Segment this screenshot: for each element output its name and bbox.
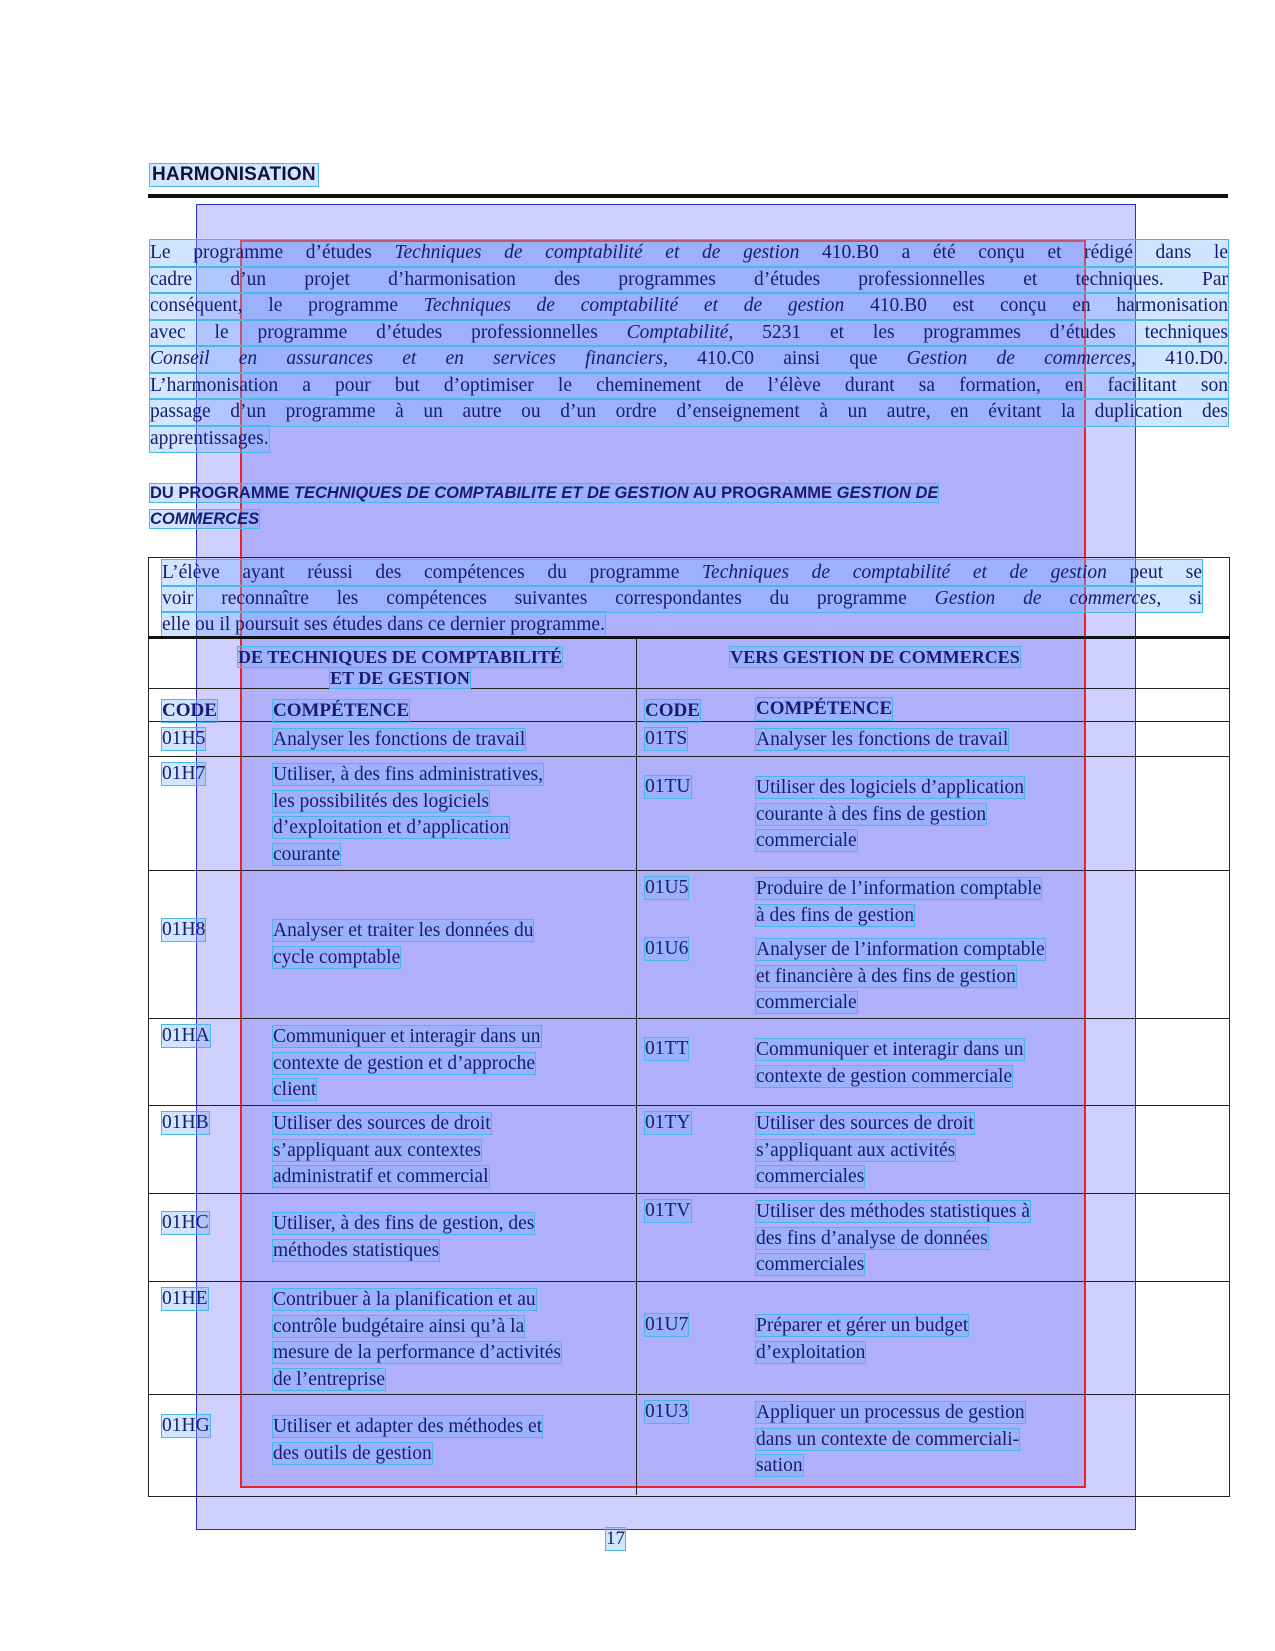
competence-line: courante: [273, 843, 341, 865]
competence-line: Utiliser des sources de droit: [756, 1113, 974, 1134]
competence-line: commerciales: [756, 1254, 865, 1275]
subheading-text: AU PROGRAMME: [688, 484, 837, 502]
row-divider: [148, 1193, 1230, 1194]
competence-line: Utiliser des logiciels d’application: [756, 777, 1025, 798]
competence-line: méthodes statistiques: [273, 1239, 440, 1261]
competence-line: Produire de l’information comptable: [756, 878, 1042, 899]
right-column-header: [700, 647, 1050, 668]
competence-header-right: COMPÉTENCE: [756, 698, 893, 719]
code-header-left: CODE: [162, 700, 217, 721]
competence-line: client: [273, 1079, 317, 1100]
right-competence: [756, 1037, 1024, 1090]
left-header-line: ET DE GESTION: [330, 668, 470, 688]
table-intro-line: L’élève ayant réussi des compétences du programme Techniques de comptabilité et de gestion peut se: [162, 560, 1202, 586]
competence-line: et financière à des fins de gestion: [756, 965, 1016, 987]
competence-line: s’appliquant aux contextes: [273, 1139, 481, 1161]
intro-paragraph: [150, 240, 1228, 452]
row-divider: [148, 1394, 1230, 1395]
intro-line: Conseil en assurances et en services financiers, 410.C0 ainsi que Gestion de commerces, 410.D0.: [150, 346, 1228, 373]
intro-line: cadre d’un projet d’harmonisation des programmes d’études professionnelles et techniques. Par: [150, 267, 1228, 294]
row-divider: [148, 756, 1230, 757]
competence-line: des fins d’analyse de données: [756, 1227, 988, 1249]
competence-line: commerciale: [756, 830, 857, 851]
competence-line: Utiliser, à des fins administratives,: [273, 764, 544, 785]
row-divider: [148, 1105, 1230, 1106]
table-intro-line: voir reconnaître les compétences suivantes correspondantes du programme Gestion de commerces, si: [162, 586, 1202, 612]
right-code: 01TS: [645, 728, 688, 749]
competence-line: à des fins de gestion: [756, 904, 915, 926]
row-divider: [148, 1281, 1230, 1282]
left-competence: [273, 918, 533, 971]
left-code: 01H7: [162, 763, 206, 784]
competence-line: contexte de gestion et d’approche: [273, 1052, 536, 1074]
right-competence: [756, 1400, 1025, 1480]
page-title: HARMONISATION: [152, 164, 316, 185]
competence-line: Communiquer et interagir dans un: [756, 1039, 1024, 1060]
competence-line: courante à des fins de gestion: [756, 803, 987, 825]
competence-line: commerciales: [756, 1166, 865, 1187]
left-code: 01HG: [162, 1415, 210, 1436]
right-competence: [756, 1111, 974, 1191]
right-header-text: VERS GESTION DE COMMERCES: [730, 647, 1020, 667]
competence-line: les possibilités des logiciels: [273, 790, 490, 812]
competence-line: contexte de gestion commerciale: [756, 1065, 1013, 1087]
right-competence: [756, 1199, 1030, 1279]
right-competence: [756, 727, 1008, 754]
left-competence: [273, 1287, 561, 1393]
left-code: 01HA: [162, 1025, 210, 1046]
right-competence: [756, 775, 1024, 855]
right-competence: [756, 1313, 968, 1366]
competence-line: Préparer et gérer un budget: [756, 1315, 969, 1336]
competence-line: mesure de la performance d’activités: [273, 1342, 562, 1363]
column-divider: [636, 639, 637, 1495]
competence-line: dans un contexte de commerciali-: [756, 1428, 1020, 1450]
competence-line: Utiliser et adapter des méthodes et: [273, 1416, 543, 1437]
page-number: 17: [606, 1528, 625, 1549]
competence-line: Analyser et traiter les données du: [273, 920, 534, 941]
competence-line: contrôle budgétaire ainsi qu’à la: [273, 1315, 525, 1337]
competence-line: Analyser les fonctions de travail: [273, 729, 526, 750]
row-divider: [148, 1018, 1230, 1019]
right-code: 01U6: [645, 938, 689, 959]
intro-line: Le programme d’études Techniques de comptabilité et de gestion 410.B0 a été conçu et rédigé dans le: [150, 240, 1228, 267]
subheading-target-program: GESTION DE: [836, 484, 939, 502]
left-code: 01H5: [162, 728, 206, 749]
competence-line: cycle comptable: [273, 946, 401, 968]
competence-line: Analyser de l’information comptable: [756, 939, 1045, 960]
table-top-rule: [148, 636, 1230, 639]
subheading-line1: [150, 484, 938, 502]
left-competence: [273, 1211, 534, 1264]
code-header-right: CODE: [645, 700, 700, 721]
competence-line: Utiliser, à des fins de gestion, des: [273, 1213, 535, 1234]
row-divider: [148, 870, 1230, 871]
left-competence: [273, 1111, 491, 1191]
competence-header-left: COMPÉTENCE: [273, 700, 410, 721]
left-code: 01HC: [162, 1212, 209, 1233]
intro-line: L’harmonisation a pour but d’optimiser le cheminement de l’élève durant sa formation, en facilitant son: [150, 373, 1228, 400]
competence-line: s’appliquant aux activités: [756, 1139, 956, 1161]
left-competence: [273, 762, 543, 868]
competence-line: Contribuer à la planification et au: [273, 1289, 536, 1310]
left-code: 01HE: [162, 1288, 208, 1309]
intro-line: passage d’un programme à un autre ou d’un ordre d’enseignement à un autre, en évitant la duplication des: [150, 399, 1228, 426]
competence-line: de l’entreprise: [273, 1368, 386, 1390]
subheading-text: DU PROGRAMME: [150, 484, 294, 502]
competence-line: Appliquer un processus de gestion: [756, 1402, 1025, 1423]
left-header-line: DE TECHNIQUES DE COMPTABILITÉ: [238, 647, 562, 667]
right-code: 01TV: [645, 1200, 691, 1221]
left-competence: [273, 727, 525, 754]
right-code: 01U7: [645, 1314, 689, 1335]
subheading-source-program: TECHNIQUES DE COMPTABILITE ET DE GESTION: [293, 484, 689, 502]
competence-line: administratif et commercial: [273, 1166, 489, 1187]
competence-line: d’exploitation et d’application: [273, 817, 510, 838]
competence-line: sation: [756, 1455, 803, 1476]
right-code: 01TT: [645, 1038, 689, 1059]
competence-line: Communiquer et interagir dans un: [273, 1026, 541, 1047]
table-intro: [162, 560, 1202, 638]
section-subheading: [150, 480, 1090, 532]
subheading-line2: COMMERCES: [150, 510, 260, 528]
left-code: 01H8: [162, 919, 206, 940]
right-code: 01U5: [645, 877, 689, 898]
right-code: 01U3: [645, 1401, 689, 1422]
intro-line: avec le programme d’études professionnelles Comptabilité, 5231 et les programmes d’études techniques: [150, 320, 1228, 347]
left-competence: [273, 1024, 541, 1104]
heading-divider: [148, 194, 1228, 198]
intro-line: conséquent, le programme Techniques de comptabilité et de gestion 410.B0 est conçu en harmonisation: [150, 293, 1228, 320]
left-column-header: [200, 647, 600, 689]
right-code: 01TY: [645, 1112, 691, 1133]
right-competence: [756, 937, 1045, 1017]
table-intro-line: elle ou il poursuit ses études dans ce dernier programme.: [162, 612, 605, 638]
competence-line: Utiliser des méthodes statistiques à: [756, 1201, 1031, 1222]
left-competence: [273, 1414, 542, 1467]
right-competence: [756, 876, 1041, 929]
competence-line: Utiliser des sources de droit: [273, 1113, 491, 1134]
intro-line: apprentissages.: [150, 426, 269, 453]
left-code: 01HB: [162, 1112, 209, 1133]
competence-line: Analyser les fonctions de travail: [756, 729, 1009, 750]
competence-line: des outils de gestion: [273, 1442, 432, 1464]
competence-line: d’exploitation: [756, 1341, 866, 1363]
competence-line: commerciale: [756, 992, 857, 1013]
right-code: 01TU: [645, 776, 691, 797]
